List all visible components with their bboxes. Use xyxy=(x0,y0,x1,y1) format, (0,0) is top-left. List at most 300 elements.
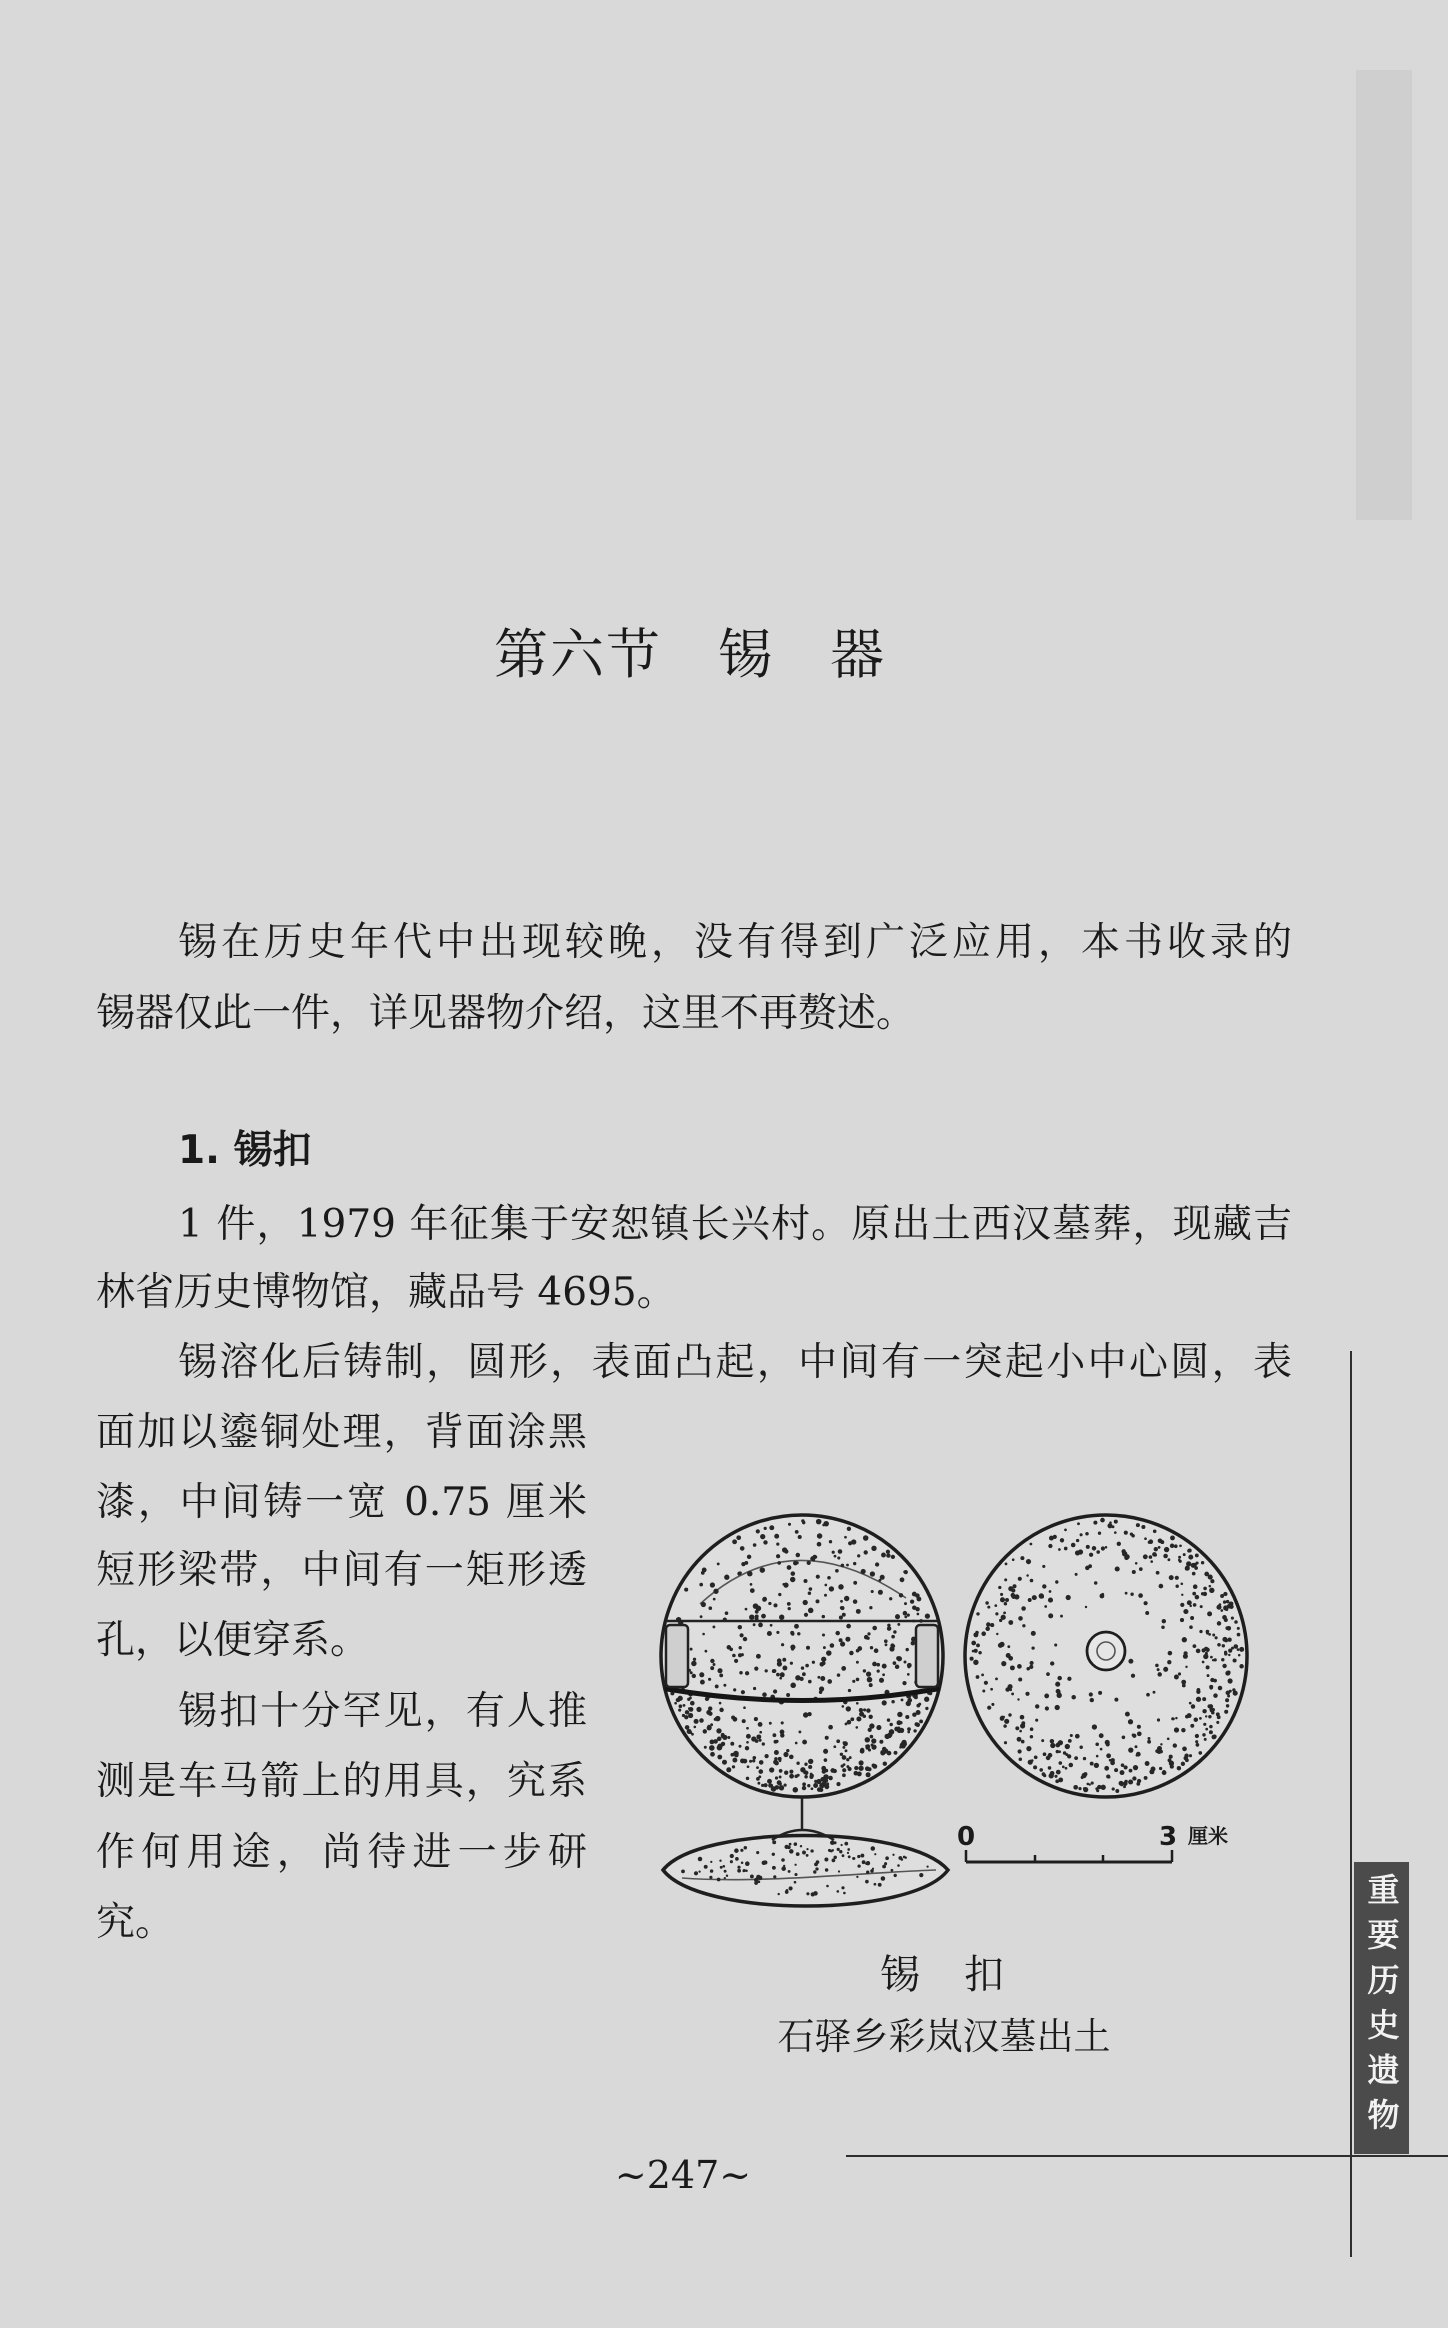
stipple-dot xyxy=(1018,1616,1023,1621)
stipple-dot xyxy=(794,1881,797,1884)
stipple-dot xyxy=(878,1579,881,1582)
stipple-dot xyxy=(678,1709,681,1712)
stipple-dot xyxy=(754,1666,758,1670)
stipple-dot xyxy=(772,1866,776,1870)
stipple-dot xyxy=(1039,1768,1043,1772)
stipple-dot xyxy=(1025,1692,1029,1696)
stipple-dot xyxy=(1159,1584,1164,1589)
stipple-dot xyxy=(1144,1776,1148,1780)
stipple-dot xyxy=(885,1734,890,1739)
stipple-dot xyxy=(1221,1658,1224,1661)
stipple-dot xyxy=(699,1718,704,1723)
stipple-dot xyxy=(704,1746,707,1749)
stipple-dot xyxy=(867,1632,870,1635)
stipple-dot xyxy=(1083,1757,1086,1760)
stipple-dot xyxy=(745,1608,748,1611)
stipple-dot xyxy=(848,1855,851,1858)
stipple-dot xyxy=(1203,1654,1208,1659)
stipple-dot xyxy=(713,1598,716,1601)
stipple-dot xyxy=(1237,1633,1241,1637)
stipple-dot xyxy=(882,1700,887,1705)
stipple-dot xyxy=(856,1702,859,1705)
stipple-dot xyxy=(1057,1676,1061,1680)
stipple-dot xyxy=(740,1849,743,1852)
stipple-dot xyxy=(674,1702,677,1705)
stipple-dot xyxy=(812,1661,815,1664)
stipple-dot xyxy=(1196,1561,1199,1564)
stipple-dot xyxy=(756,1851,759,1854)
stipple-dot xyxy=(1138,1593,1143,1598)
stipple-dot xyxy=(1105,1546,1108,1549)
stipple-dot xyxy=(863,1535,869,1541)
stipple-dot xyxy=(722,1760,727,1765)
stipple-dot xyxy=(1224,1639,1228,1643)
stipple-dot xyxy=(870,1735,874,1739)
stipple-dot xyxy=(881,1876,886,1881)
stipple-dot xyxy=(829,1540,832,1543)
stipple-dot xyxy=(740,1546,745,1551)
stipple-dot xyxy=(1183,1609,1188,1614)
stipple-dot xyxy=(828,1725,833,1730)
stipple-dot xyxy=(824,1758,828,1762)
stipple-dot xyxy=(724,1575,729,1580)
stipple-dot xyxy=(1189,1625,1193,1629)
stipple-dot xyxy=(1182,1747,1187,1752)
stipple-dot xyxy=(1017,1737,1022,1742)
stipple-dot xyxy=(976,1612,979,1615)
stipple-dot xyxy=(845,1722,848,1725)
stipple-dot xyxy=(784,1784,787,1787)
stipple-dot xyxy=(1092,1724,1097,1729)
stipple-dot xyxy=(701,1602,706,1607)
stipple-dot xyxy=(688,1707,691,1710)
stipple-dot xyxy=(1136,1523,1140,1527)
stipple-dot xyxy=(1132,1734,1136,1738)
stipple-dot xyxy=(872,1868,874,1870)
stipple-dot xyxy=(737,1869,741,1873)
stipple-dot xyxy=(814,1780,817,1783)
stipple-dot xyxy=(804,1775,808,1779)
stipple-dot xyxy=(1112,1787,1115,1790)
stipple-dot xyxy=(919,1873,923,1877)
stipple-dot xyxy=(846,1624,851,1629)
stipple-dot xyxy=(852,1857,855,1860)
stipple-dot xyxy=(864,1635,869,1640)
stipple-dot xyxy=(825,1868,828,1871)
stipple-dot xyxy=(1022,1624,1025,1627)
stipple-dot xyxy=(717,1744,722,1749)
stipple-dot xyxy=(681,1869,685,1873)
stipple-dot xyxy=(886,1550,890,1554)
stipple-dot xyxy=(806,1646,810,1650)
stipple-dot xyxy=(907,1731,910,1734)
stipple-dot xyxy=(1078,1787,1081,1790)
stipple-dot xyxy=(784,1771,788,1775)
stipple-dot xyxy=(891,1635,895,1639)
stipple-dot xyxy=(1189,1702,1192,1705)
stipple-dot xyxy=(1209,1725,1213,1729)
stipple-dot xyxy=(895,1665,900,1670)
stipple-dot xyxy=(884,1639,888,1643)
stipple-dot xyxy=(1145,1761,1150,1766)
stipple-dot xyxy=(865,1737,870,1742)
stipple-dot xyxy=(1040,1595,1044,1599)
stipple-dot xyxy=(750,1588,755,1593)
strap-end-left xyxy=(666,1625,688,1687)
stipple-dot xyxy=(1125,1712,1130,1717)
stipple-dot xyxy=(1133,1765,1138,1770)
stipple-dot xyxy=(847,1852,849,1854)
stipple-dot xyxy=(819,1686,824,1691)
stipple-dot xyxy=(1195,1553,1199,1557)
stipple-dot xyxy=(699,1583,703,1587)
stipple-dot xyxy=(1191,1704,1195,1708)
stipple-dot xyxy=(1209,1730,1213,1734)
stipple-dot xyxy=(740,1633,744,1637)
stipple-dot xyxy=(827,1679,832,1684)
stipple-dot xyxy=(885,1643,888,1646)
stipple-dot xyxy=(1031,1646,1034,1649)
intro-line: 锡在历史年代中出现较晚，没有得到广泛应用，本书收录的 xyxy=(178,920,1292,965)
stipple-dot xyxy=(976,1675,980,1679)
stipple-dot xyxy=(1207,1704,1211,1708)
stipple-dot xyxy=(1030,1735,1033,1738)
stipple-dot xyxy=(1222,1615,1227,1620)
stipple-dot xyxy=(1202,1661,1205,1664)
stipple-dot xyxy=(799,1677,803,1681)
stipple-dot xyxy=(897,1656,902,1661)
stipple-dot xyxy=(902,1681,906,1685)
stipple-dot xyxy=(1213,1735,1217,1739)
stipple-dot xyxy=(883,1762,887,1766)
stipple-dot xyxy=(855,1726,858,1729)
stipple-dot xyxy=(1187,1600,1192,1605)
stipple-dot xyxy=(890,1643,894,1647)
stipple-dot xyxy=(709,1745,715,1751)
stipple-dot xyxy=(900,1577,905,1582)
stipple-dot xyxy=(797,1774,800,1777)
stipple-dot xyxy=(899,1721,902,1724)
stipple-dot xyxy=(800,1845,802,1847)
stipple-dot xyxy=(837,1848,840,1851)
stipple-dot xyxy=(1148,1737,1151,1740)
stipple-dot xyxy=(779,1769,783,1773)
stipple-dot xyxy=(741,1861,744,1864)
stipple-dot xyxy=(756,1766,759,1769)
stipple-dot xyxy=(1219,1603,1222,1606)
stipple-dot xyxy=(1090,1762,1094,1766)
stipple-dot xyxy=(1196,1649,1201,1654)
stipple-dot xyxy=(1096,1755,1099,1758)
stipple-dot xyxy=(1107,1523,1112,1528)
intro-line: 锡器仅此一件，详见器物介绍，这里不再赘述。 xyxy=(96,991,916,1036)
stipple-dot xyxy=(879,1740,883,1744)
stipple-dot xyxy=(810,1773,813,1776)
stipple-dot xyxy=(1001,1661,1006,1666)
stipple-dot xyxy=(1141,1525,1145,1529)
stipple-dot xyxy=(1193,1584,1198,1589)
stipple-dot xyxy=(806,1854,809,1857)
stipple-dot xyxy=(856,1609,861,1614)
stipple-dot xyxy=(1181,1583,1184,1586)
stipple-dot xyxy=(1163,1554,1168,1559)
stipple-dot xyxy=(995,1612,998,1615)
stipple-dot xyxy=(837,1556,840,1559)
stipple-dot xyxy=(1210,1656,1213,1659)
stipple-dot xyxy=(984,1681,988,1685)
stipple-dot xyxy=(857,1855,860,1858)
stipple-dot xyxy=(786,1889,789,1892)
stipple-dot xyxy=(1064,1529,1067,1532)
stipple-dot xyxy=(904,1602,907,1605)
stipple-dot xyxy=(816,1575,820,1579)
stipple-dot xyxy=(894,1727,899,1732)
stipple-dot xyxy=(1003,1724,1006,1727)
stipple-dot xyxy=(1100,1748,1103,1751)
stipple-dot xyxy=(871,1744,876,1749)
stipple-dot xyxy=(1227,1638,1231,1642)
stipple-dot xyxy=(694,1871,698,1875)
stipple-dot xyxy=(1079,1746,1082,1749)
stipple-dot xyxy=(904,1570,908,1574)
stipple-dot xyxy=(741,1690,745,1694)
stipple-dot xyxy=(1227,1604,1232,1609)
stipple-dot xyxy=(821,1657,826,1662)
stipple-dot xyxy=(719,1673,723,1677)
stipple-dot xyxy=(1202,1648,1206,1652)
stipple-dot xyxy=(1217,1715,1221,1719)
stipple-dot xyxy=(1004,1719,1009,1724)
stipple-dot xyxy=(1083,1787,1086,1790)
stipple-dot xyxy=(1170,1544,1175,1549)
stipple-dot xyxy=(848,1541,852,1545)
stipple-dot xyxy=(749,1760,752,1763)
stipple-dot xyxy=(839,1615,843,1619)
stipple-dot xyxy=(817,1533,822,1538)
stipple-dot xyxy=(823,1778,828,1783)
stipple-dot xyxy=(746,1727,749,1730)
stipple-dot xyxy=(1076,1539,1079,1542)
stipple-dot xyxy=(820,1676,825,1681)
description-line: 孔，以便穿系。 xyxy=(96,1618,370,1663)
chapter-side-tab xyxy=(1354,1862,1409,2154)
stipple-dot xyxy=(1196,1743,1200,1747)
stipple-dot xyxy=(781,1858,785,1862)
stipple-dot xyxy=(1058,1740,1063,1745)
stipple-dot xyxy=(1148,1541,1151,1544)
stipple-dot xyxy=(1189,1605,1192,1608)
stipple-dot xyxy=(1220,1609,1223,1612)
stipple-dot xyxy=(1224,1710,1228,1714)
stipple-dot xyxy=(874,1648,879,1653)
stipple-dot xyxy=(1153,1530,1157,1534)
stipple-dot xyxy=(1041,1739,1044,1742)
stipple-dot xyxy=(1181,1680,1186,1685)
stipple-dot xyxy=(1225,1698,1229,1702)
stipple-dot xyxy=(1143,1554,1148,1559)
stipple-dot xyxy=(762,1742,765,1745)
stipple-dot xyxy=(1049,1590,1052,1593)
stipple-dot xyxy=(746,1777,750,1781)
stipple-dot xyxy=(1048,1613,1053,1618)
stipple-dot xyxy=(802,1740,807,1745)
stipple-dot xyxy=(717,1755,722,1760)
stipple-dot xyxy=(706,1710,711,1715)
stipple-dot xyxy=(1160,1743,1162,1745)
stipple-dot xyxy=(869,1715,873,1719)
stipple-dot xyxy=(1157,1668,1160,1671)
stipple-dot xyxy=(1057,1693,1062,1698)
stipple-dot xyxy=(1198,1751,1202,1755)
stipple-dot xyxy=(834,1555,837,1558)
stipple-dot xyxy=(840,1642,845,1647)
stipple-dot xyxy=(857,1771,862,1776)
stipple-dot xyxy=(1192,1572,1196,1576)
stipple-dot xyxy=(863,1715,867,1719)
stipple-dot xyxy=(1167,1558,1170,1561)
stipple-dot xyxy=(683,1704,686,1707)
stipple-dot xyxy=(745,1671,749,1675)
stipple-dot xyxy=(746,1741,749,1744)
stipple-dot xyxy=(717,1878,721,1882)
stipple-dot xyxy=(903,1742,907,1746)
stipple-dot xyxy=(798,1535,802,1539)
stipple-dot xyxy=(769,1525,774,1530)
stipple-dot xyxy=(756,1529,760,1533)
stipple-dot xyxy=(1099,1733,1104,1738)
stipple-dot xyxy=(1020,1556,1024,1560)
stipple-dot xyxy=(774,1761,779,1766)
stipple-dot xyxy=(789,1843,792,1846)
stipple-dot xyxy=(708,1678,711,1681)
stipple-dot xyxy=(1114,1531,1117,1534)
stipple-dot xyxy=(719,1708,723,1712)
stipple-dot xyxy=(698,1870,700,1872)
stipple-dot xyxy=(808,1759,813,1764)
stipple-dot xyxy=(793,1787,799,1793)
stipple-dot xyxy=(790,1631,794,1635)
stipple-dot xyxy=(1180,1603,1184,1607)
stipple-dot xyxy=(1031,1631,1036,1636)
stipple-dot xyxy=(1147,1740,1151,1744)
stipple-dot xyxy=(1234,1644,1239,1649)
stipple-dot xyxy=(1070,1734,1073,1737)
stipple-dot xyxy=(1169,1575,1174,1580)
stipple-dot xyxy=(915,1607,919,1611)
stipple-dot xyxy=(1005,1598,1009,1602)
stipple-dot xyxy=(836,1782,840,1786)
stipple-dot xyxy=(866,1861,870,1865)
stipple-dot xyxy=(1159,1767,1162,1770)
stipple-dot xyxy=(844,1596,849,1601)
stipple-dot xyxy=(1011,1588,1015,1592)
stipple-dot xyxy=(1137,1725,1141,1729)
strap-end-right xyxy=(916,1625,938,1687)
stipple-dot xyxy=(726,1767,731,1772)
scale-bar-unit: 厘米 xyxy=(1188,1824,1228,1848)
stipple-dot xyxy=(1181,1594,1183,1596)
stipple-dot xyxy=(1020,1723,1025,1728)
stipple-dot xyxy=(743,1706,746,1709)
stipple-dot xyxy=(816,1860,820,1864)
stipple-dot xyxy=(871,1546,876,1551)
stipple-dot xyxy=(729,1648,733,1652)
stipple-dot xyxy=(987,1706,991,1710)
stipple-dot xyxy=(713,1663,716,1666)
stipple-dot xyxy=(713,1589,718,1594)
stipple-dot xyxy=(767,1631,772,1636)
stipple-dot xyxy=(759,1760,764,1765)
margin-rule-vertical xyxy=(1350,1351,1352,2257)
stipple-dot xyxy=(919,1719,923,1723)
stipple-dot xyxy=(754,1717,758,1721)
stipple-dot xyxy=(710,1582,715,1587)
stipple-dot xyxy=(740,1758,745,1763)
stipple-dot xyxy=(1065,1753,1068,1756)
stipple-dot xyxy=(773,1603,777,1607)
stipple-dot xyxy=(762,1692,767,1697)
stipple-dot xyxy=(1065,1744,1070,1749)
stipple-dot xyxy=(1058,1548,1061,1551)
stipple-dot xyxy=(801,1666,804,1669)
stipple-dot xyxy=(1200,1605,1203,1608)
stipple-dot xyxy=(732,1758,737,1763)
stipple-dot xyxy=(779,1776,782,1779)
stipple-dot xyxy=(828,1849,831,1852)
stipple-dot xyxy=(778,1757,782,1761)
stipple-dot xyxy=(985,1601,988,1604)
stipple-dot xyxy=(840,1606,844,1610)
stipple-dot xyxy=(1203,1592,1207,1596)
stipple-dot xyxy=(813,1783,818,1788)
stipple-dot xyxy=(698,1857,703,1862)
stipple-dot xyxy=(1132,1570,1136,1574)
stipple-dot xyxy=(842,1746,845,1749)
stipple-dot xyxy=(838,1870,840,1872)
stipple-dot xyxy=(883,1748,888,1753)
stipple-dot xyxy=(1157,1718,1160,1721)
stipple-dot xyxy=(840,1844,842,1846)
stipple-dot xyxy=(732,1654,736,1658)
stipple-dot xyxy=(1185,1567,1188,1570)
stipple-dot xyxy=(1232,1688,1235,1691)
stipple-dot xyxy=(1106,1742,1110,1746)
stipple-dot xyxy=(1144,1601,1148,1605)
stipple-dot xyxy=(823,1749,828,1754)
stipple-dot xyxy=(1154,1547,1158,1551)
stipple-dot xyxy=(826,1783,829,1786)
stipple-dot xyxy=(893,1661,897,1665)
stipple-dot xyxy=(1190,1616,1194,1620)
stipple-dot xyxy=(898,1856,902,1860)
stipple-dot xyxy=(1021,1740,1025,1744)
stipple-dot xyxy=(1128,1779,1133,1784)
stipple-dot xyxy=(865,1745,869,1749)
stipple-dot xyxy=(808,1591,811,1594)
stipple-dot xyxy=(1205,1728,1208,1731)
stipple-dot xyxy=(1193,1603,1197,1607)
stipple-dot xyxy=(1226,1704,1229,1707)
stipple-dot xyxy=(797,1632,800,1635)
stipple-dot xyxy=(743,1869,746,1872)
stipple-dot xyxy=(1123,1785,1126,1788)
stipple-dot xyxy=(700,1680,705,1685)
stipple-dot xyxy=(738,1625,742,1629)
entry-heading: 1. 锡扣 xyxy=(178,1128,312,1173)
stipple-dot xyxy=(1085,1606,1087,1608)
stipple-dot xyxy=(1210,1579,1214,1583)
stipple-dot xyxy=(794,1624,799,1629)
